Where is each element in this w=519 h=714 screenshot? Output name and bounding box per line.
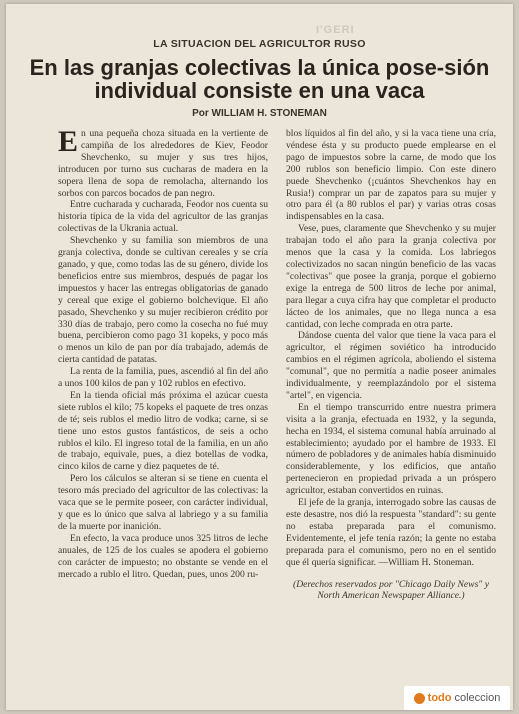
paragraph: blos líquidos al fin del año, y si la vaca tiene una cría, véndese ésta y su producto puede emplearse en el pago de impuestos sobre la carne, de modo que los 200 rublos son beneficio limpio. Con este dinero puede Shevchenko (¡cuántos Shevchenkos hay en Rusia!) comprar un par de zapatos para su mujer y otro para él (a 80 rublos el par) y varias otras cosas indispensables en la casa.: [286, 128, 496, 223]
paragraph: Vese, pues, claramente que Shevchenko y su mujer trabajan todo el año para la granja colectiva por menos que la casa y la comida. Los labriegos colectivizados no sacan ningún beneficio de las vacas "colectivas" que posee la granja, porque el gobierno exige la entrega de 500 litros de leche por animal, para llegar a cuya cifra hay que completar el producto lácteo de los animales, que no llega nunca a esa cantidad, con leche comprada en otra parte.: [286, 223, 496, 330]
drop-cap: E: [58, 125, 79, 158]
article-byline: Por WILLIAM H. STONEMAN: [192, 108, 327, 119]
left-column: [58, 125, 268, 580]
paragraph: Pero los cálculos se alteran si se tiene en cuenta el tesoro más preciado del agricultor de las colectivas: la vaca que se le permite poseer, con carácter individual, y que es lo único que salva al labriego y a su familia de la muerte por inanición.: [58, 473, 268, 532]
rights-credit: (Derechos reservados por "Chicago Daily News" y North American Newspaper Alliance.): [293, 578, 489, 602]
badge-part2: coleccion: [454, 692, 501, 704]
badge-part1: todo: [427, 692, 452, 704]
paragraph: Entre cucharada y cucharada, Feodor nos cuenta su historia típica de la vida del agricultor de las granjas colectivas de la Ukrania actual.: [58, 199, 268, 235]
todocoleccion-badge[interactable]: [404, 686, 510, 710]
paragraph: La renta de la familia, pues, ascendió al fin del año a unos 100 kilos de pan y 102 rublos en efectivo.: [58, 366, 268, 390]
newspaper-page: [6, 4, 513, 710]
todocoleccion-logo-icon: [414, 693, 425, 704]
right-column: [286, 128, 496, 602]
article-kicker: LA SITUACION DEL AGRICULTOR RUSO: [153, 38, 366, 50]
paragraph: Shevchenko y su familia son miembros de una granja colectiva, donde se cultivan cereales y se cría ganado, y que, como todas las de su género, divide los beneficios entre sus miembros, después de pagar los impuestos y hacer las entregas obligatorias de ganado y cereal que exige el gobierno bolchevique. El año pasado, Shevchenko y su mujer recibieron crédito por 330 días de trabajo, pero como la cosecha no fué muy buena, percibieron como pago 31 kopeks, y poco más o menos un kilo de pan por día trabajado, además de cierta cantidad de patatas.: [58, 235, 268, 366]
faded-watermark: I'GERI: [316, 24, 355, 36]
paragraph: En el tiempo transcurrido entre nuestra primera visita a la granja, efectuada en 1932, y la segunda, hecha en 1934, el sistema comunal había arruinado al establecimiento; ayudado por el hambre de 1933. El número de pobladores y de animales había disminuido considerablemente, y los edificios, que antaño pertenecieron en propiedad privada a un próspero agricultor, estaban convertidos en ruinas.: [286, 401, 496, 497]
paragraph: En una pequeña choza situada en la vertiente de campiña de los alrededores de Kiev, Feodor Shevchenko, su mujer y sus tres hijos, introducen por turno sus cucharas de madera en la sopera llena de sopa de remolacha, alternando los sorbos con parcos bocados de pan negro.: [58, 125, 268, 199]
paragraph: En efecto, la vaca produce unos 325 litros de leche anuales, de 125 de los cuales se apodera el gobierno con carácter de impuesto; no obstante se vende en el mercado a rublo el litro. Quedan, pues, unos 200 ru-: [58, 532, 268, 580]
paragraph: En la tienda oficial más próxima el azúcar cuesta siete rublos el kilo; 75 kopeks el paquete de tres onzas de té; seis rublos el medio litro de vodka; carne, si se tiene uno estos gustos fantásticos, de seis a ocho rublos el kilo. El ingreso total de la familia, en un año de trabajo, equivale, pues, a diez botellas de vodka, cinco kilos de carne y diez paquetes de té.: [58, 389, 268, 473]
article-headline: En las granjas colectivas la única pose-sión individual consiste en una vaca: [29, 55, 490, 103]
paragraph: El jefe de la granja, interrogado sobre las causas de este desastre, nos dió la respuesta "standard": su gente no estaba preparada para el comunismo. Evidentemente, el jefe tenía razón; la gente no estaba preparada para el comunismo, pero no en el sentido que él quería significar. —William H. Stoneman.: [286, 497, 496, 568]
paragraph: Dándose cuenta del valor que tiene la vaca para el agricultor, el régimen soviético ha introducido cambios en el régimen agrícola, aboliendo el sistema "comunal", que no permitía a nadie poseer animales individualmente, y reemplazándolo por el sistema "artel", en vigencia.: [286, 330, 496, 401]
